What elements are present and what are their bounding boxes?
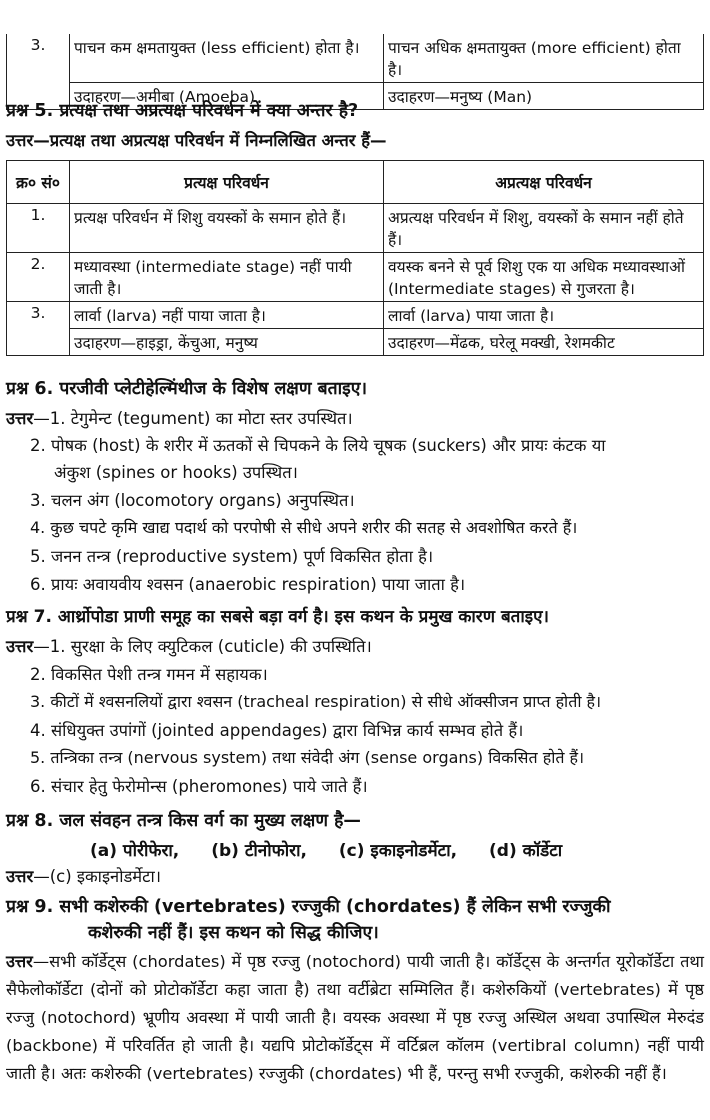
table-cell: उदाहरण—अमीबा (Amoeba)	[70, 83, 384, 110]
table-cell: लार्वा (larva) नहीं पाया जाता है।	[70, 302, 384, 329]
answer-item: 2. पोषक (host) के शरीर में ऊतकों से चिपकने के लिये चूषक (suckers) और प्रायः कंटक या	[30, 436, 606, 455]
answer-6-line	[6, 406, 353, 429]
table-cell: उदाहरण—मनुष्य (Man)	[384, 83, 704, 110]
answer-item: अंकुश (spines or hooks) उपस्थित।	[54, 463, 298, 482]
row-number: 2.	[7, 253, 70, 302]
question-8-options	[90, 838, 588, 861]
answer-item: —1. टेगुमेन्ट (tegument) का मोटा स्तर उपस्थित।	[33, 409, 353, 428]
table-cell: मध्यावस्था (intermediate stage) नहीं पायी जाती है।	[70, 253, 384, 302]
table-cell: लार्वा (larva) पाया जाता है।	[384, 302, 704, 329]
answer-7-line	[6, 634, 372, 657]
question-8: प्रश्न 8. जल संवहन तन्त्र किस वर्ग का मुख्य लक्षण है—	[6, 811, 361, 831]
row-number: 1.	[7, 204, 70, 253]
table-row	[7, 302, 704, 329]
answer-text: —सभी कॉर्डेट्स (chordates) में पृष्ठ रज्जु (notochord) पायी जाती है। कॉर्डेट्स के अन्तर्गत यूरोकॉर्डेटा तथा सैफेलोकॉर्डेटा (दोनों को प्रोटोकॉर्डेटा कहा जाता है) तथा वर्टीब्रेटा सम्मिलित हैं। कशेरुकियों (vertebrates) में पृष्ठ रज्जु (notochord) भ्रूणीय अवस्था में पायी जाती है। वयस्क अवस्था में पृष्ठ रज्जु अस्थिल अथवा उपास्थिल मेरुदंड (backbone) में परिवर्तित हो जाती है। यद्यपि प्रोटोकॉर्डेट्स में वर्टिब्रल कॉलम (vertibral column) नहीं पायी जाती है। अतः कशेरुकी (vertebrates) रज्जुकी (chordates) भी हैं, परन्तु सभी रज्जुकी, कशेरुकी नहीं हैं।	[6, 952, 704, 1083]
answer-5-intro: उत्तर—प्रत्यक्ष तथा अप्रत्यक्ष परिवर्धन में निम्नलिखित अन्तर हैं—	[6, 131, 387, 150]
row-number: 3.	[7, 34, 70, 83]
question-7: प्रश्न 7. आर्थ्रोपोडा प्राणी समूह का सबसे बड़ा वर्ग है। इस कथन के प्रमुख कारण बताइए।	[6, 607, 549, 627]
table-cell: अप्रत्यक्ष परिवर्धन में शिशु, वयस्कों के समान नहीं होते हैं।	[384, 204, 704, 253]
question-9-line2: कशेरुकी नहीं हैं। इस कथन को सिद्ध कीजिए।	[88, 923, 379, 943]
answer-label: उत्तर	[6, 409, 34, 428]
answer-item: 6. प्रायः अवायवीय श्वसन (anaerobic respiration) पाया जाता है।	[30, 575, 466, 594]
table-row	[7, 329, 704, 356]
option-a: (a) पोरीफेरा,	[90, 841, 180, 861]
answer-item: 5. जनन तन्त्र (reproductive system) पूर्ण विकसित होता है।	[30, 547, 434, 566]
answer-item: 4. कुछ चपटे कृमि खाद्य पदार्थ को परपोषी से सीधे अपने शरीर की सतह से अवशोषित करते हैं।	[30, 518, 578, 537]
option-d: (d) कॉर्डेटा	[489, 841, 563, 861]
answer-label: उत्तर	[6, 952, 33, 971]
col-header-serial: क्र० सं०	[7, 161, 70, 204]
option-b: (b) टीनोफोरा,	[211, 841, 307, 861]
answer-text: —(c) इकाइनोडर्मेटा।	[33, 867, 162, 886]
answer-item: 5. तन्त्रिका तन्त्र (nervous system) तथा संवेदी अंग (sense organs) विकसित होते हैं।	[30, 748, 585, 767]
question-6: प्रश्न 6. परजीवी प्लेटीहेल्मिंथीज के विशेष लक्षण बताइए।	[6, 379, 368, 399]
answer-label: उत्तर	[6, 867, 34, 886]
answer-item: 4. संधियुक्त उपांगों (jointed appendages) द्वारा विभिन्न कार्य सम्भव होते हैं।	[30, 721, 524, 740]
answer-item: —1. सुरक्षा के लिए क्युटिकल (cuticle) की उपस्थिति।	[33, 637, 372, 656]
table-cell: उदाहरण—मेंढक, घरेलू मक्खी, रेशमकीट	[384, 329, 704, 356]
col-header-direct: प्रत्यक्ष परिवर्धन	[70, 161, 384, 204]
option-c: (c) इकाइनोडर्मेटा,	[338, 841, 458, 861]
answer-item: 3. कीटों में श्वसनलियों द्वारा श्वसन (tracheal respiration) से सीधे ऑक्सीजन प्राप्त होती है।	[30, 692, 602, 711]
table-cell: पाचन अधिक क्षमतायुक्त (more efficient) होता है।	[384, 34, 704, 83]
row-number: 3.	[7, 302, 70, 329]
question-5: प्रश्न 5. प्रत्यक्ष तथा अप्रत्यक्ष परिवर्धन में क्या अन्तर है?	[6, 101, 359, 121]
table-row	[7, 204, 704, 253]
table-cell: उदाहरण—हाइड्रा, केंचुआ, मनुष्य	[70, 329, 384, 356]
table-row	[7, 34, 704, 83]
table-row	[7, 253, 704, 302]
development-comparison-table	[6, 160, 704, 356]
answer-item: 6. संचार हेतु फेरोमोन्स (pheromones) पाये जाते हैं।	[30, 777, 368, 796]
answer-label: उत्तर	[6, 637, 34, 656]
answer-8-line	[6, 864, 161, 887]
table-cell: वयस्क बनने से पूर्व शिशु एक या अधिक मध्यावस्थाओं (Intermediate stages) से गुजरता है।	[384, 253, 704, 302]
table-header-row	[7, 161, 704, 204]
answer-item: 2. विकसित पेशी तन्त्र गमन में सहायक।	[30, 665, 268, 684]
col-header-indirect: अप्रत्यक्ष परिवर्धन	[384, 161, 704, 204]
table-cell: पाचन कम क्षमतायुक्त (less efficient) होता है।	[70, 34, 384, 83]
answer-item: 3. चलन अंग (locomotory organs) अनुपस्थित।	[30, 491, 355, 510]
answer-9-paragraph	[6, 948, 704, 1088]
table-cell: प्रत्यक्ष परिवर्धन में शिशु वयस्कों के समान होते हैं।	[70, 204, 384, 253]
question-9-line1: प्रश्न 9. सभी कशेरुकी (vertebrates) रज्जुकी (chordates) हैं लेकिन सभी रज्जुकी	[6, 897, 611, 917]
